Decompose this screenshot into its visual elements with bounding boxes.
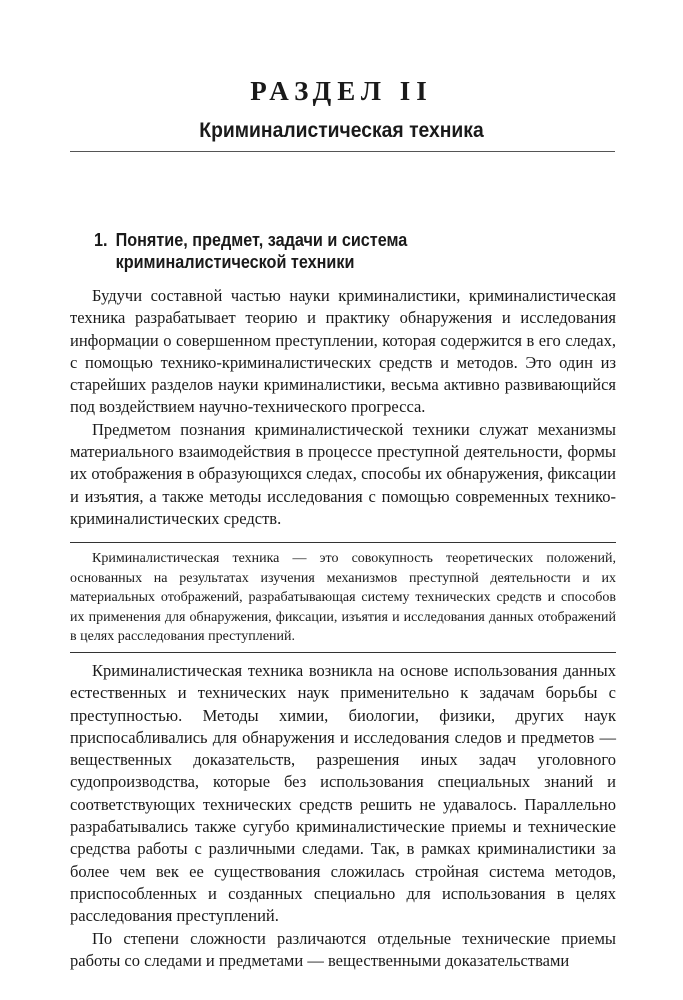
paragraph: Криминалистическая техника возникла на основе использования данных естественных и технических наук применительно к задачам борьбы с преступностью. Методы химии, биологии, физики, других наук приспосабливались для обнаружения и исследования следов и предметов — вещественных доказательств, разрешения иных задач уголовного судопроизводства, которые без использования специальных знаний и соответствующих технических средств решить не удавалось. Параллельно разрабатывались также сугубо криминалистические приемы и технические средства работы с различными следами. Так, в рамках криминалистики за более чем век ее существования сложилась стройная система методов, приспособленных и созданных специально для использования в целях расследования преступлений. — [70, 661, 616, 926]
section-subtitle: Криминалистическая техника — [199, 119, 484, 142]
chapter-title-line-1: Понятие, предмет, задачи и система — [115, 230, 408, 250]
section-heading: РАЗДЕЛ II — [250, 76, 433, 106]
chapter-title-line-2: криминалистической техники — [115, 252, 355, 272]
header-divider — [70, 151, 615, 152]
chapter-title — [94, 229, 526, 273]
body-text-top — [70, 285, 616, 530]
definition-box — [70, 542, 616, 653]
definition-text: Криминалистическая техника — это совокупность теоретических положений, основанных на результатах изучения механизмов преступной деятельности и их материальных отображений, разрабатывающая систему технических средств и способов их применения для обнаружения, фиксации, изъятия и исследования данных отображений в целях расследования преступлений. — [70, 551, 616, 645]
chapter-number: 1. — [94, 230, 108, 250]
paragraph: По степени сложности различаются отдельные технические приемы работы со следами и предметами — вещественными доказательствами — [70, 928, 616, 970]
paragraph: Предметом познания криминалистической техники служат механизмы материального взаимодействия в процессе преступной деятельности, формы их отображения в образующихся следах, способы их обнаружения, фиксации и изъятия, а также методы исследования с помощью современных технико-криминалистических средств. — [70, 419, 616, 528]
paragraph: Будучи составной частью науки криминалистики, криминалистическая техника разрабатывает теорию и практику обнаружения и исследования информации о совершенном преступлении, которая содержится в его следах, с помощью технико-криминалистических средств и методов. Это один из старейших разделов науки криминалистики, весьма активно развивающийся под воздействием научно-технического прогресса. — [70, 286, 616, 417]
body-text-bottom — [70, 660, 616, 972]
